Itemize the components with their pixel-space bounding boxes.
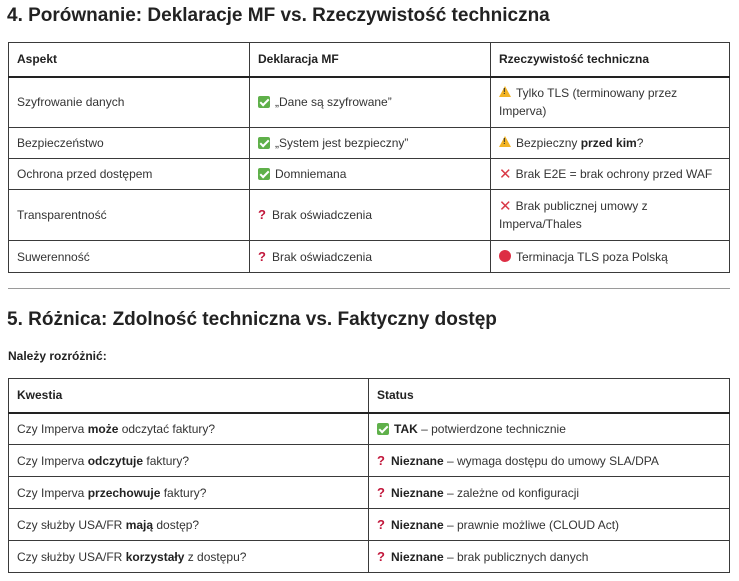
column-header-declaration: Deklaracja MF: [250, 43, 491, 77]
status-cell: ? Nieznane – wymaga dostępu do umowy SLA/DPA: [369, 445, 730, 477]
section-4-heading: 4. Porównanie: Deklaracje MF vs. Rzeczywistość techniczna: [7, 5, 550, 26]
column-header-reality: Rzeczywistość techniczna: [491, 43, 730, 77]
issue-cell: Czy służby USA/FR mają dostęp?: [9, 509, 369, 541]
question-icon: ?: [258, 248, 266, 264]
aspect-cell: Suwerenność: [9, 241, 250, 273]
check-icon: [258, 168, 270, 180]
declaration-cell: ? Brak oświadczenia: [250, 241, 491, 273]
red-circle-icon: [499, 250, 511, 262]
table-row: [9, 413, 730, 445]
table-row: [9, 128, 730, 159]
cross-icon: ✕: [499, 198, 512, 215]
issue-cell: Czy służby USA/FR korzystały z dostępu?: [9, 541, 369, 573]
capability-table: [8, 378, 730, 573]
question-icon: ?: [258, 207, 266, 222]
declaration-cell: Domniemana: [250, 159, 491, 190]
status-cell: ? Nieznane – zależne od konfiguracji: [369, 477, 730, 509]
question-icon: ?: [377, 484, 385, 500]
status-cell: TAK – potwierdzone technicznie: [369, 413, 730, 445]
table-row: [9, 241, 730, 273]
check-icon: [377, 423, 389, 435]
question-icon: ?: [377, 452, 385, 468]
issue-cell: Czy Imperva może odczytać faktury?: [9, 413, 369, 445]
cross-icon: ✕: [499, 166, 512, 183]
column-header-aspect: Aspekt: [9, 43, 250, 77]
column-header-issue: Kwestia: [9, 379, 369, 413]
table-row: [9, 159, 730, 190]
comparison-table: [8, 42, 730, 273]
table-row: [9, 445, 730, 477]
declaration-cell: „Dane są szyfrowane”: [250, 77, 491, 128]
question-icon: ?: [377, 516, 385, 532]
column-header-status: Status: [369, 379, 730, 413]
warning-icon: [499, 136, 511, 147]
issue-cell: Czy Imperva przechowuje faktury?: [9, 477, 369, 509]
declaration-cell: „System jest bezpieczny”: [250, 128, 491, 159]
status-cell: ? Nieznane – brak publicznych danych: [369, 541, 730, 573]
aspect-cell: Ochrona przed dostępem: [9, 159, 250, 190]
question-icon: ?: [377, 548, 385, 564]
reality-cell: ✕ Brak E2E = brak ochrony przed WAF: [491, 159, 730, 190]
divider: [8, 288, 730, 289]
reality-cell: !Tylko TLS (terminowany przez Imperva): [491, 77, 730, 128]
warning-icon: [499, 86, 511, 97]
reality-cell: Terminacja TLS poza Polską: [491, 241, 730, 273]
aspect-cell: Szyfrowanie danych: [9, 77, 250, 128]
issue-cell: Czy Imperva odczytuje faktury?: [9, 445, 369, 477]
aspect-cell: Bezpieczeństwo: [9, 128, 250, 159]
section-5-heading: 5. Różnica: Zdolność techniczna vs. Faktyczny dostęp: [7, 309, 497, 330]
reality-cell: ✕ Brak publicznej umowy z Imperva/Thales: [491, 190, 730, 241]
aspect-cell: Transparentność: [9, 190, 250, 241]
table-row: [9, 541, 730, 573]
status-cell: ? Nieznane – prawnie możliwe (CLOUD Act): [369, 509, 730, 541]
lead-text: Należy rozróżnić:: [8, 349, 107, 363]
table-row: [9, 477, 730, 509]
check-icon: [258, 96, 270, 108]
table-row: [9, 509, 730, 541]
table-row: [9, 77, 730, 128]
declaration-cell: ? Brak oświadczenia: [250, 190, 491, 241]
check-icon: [258, 137, 270, 149]
reality-cell: ! Bezpieczny przed kim?: [491, 128, 730, 159]
table-row: [9, 190, 730, 241]
